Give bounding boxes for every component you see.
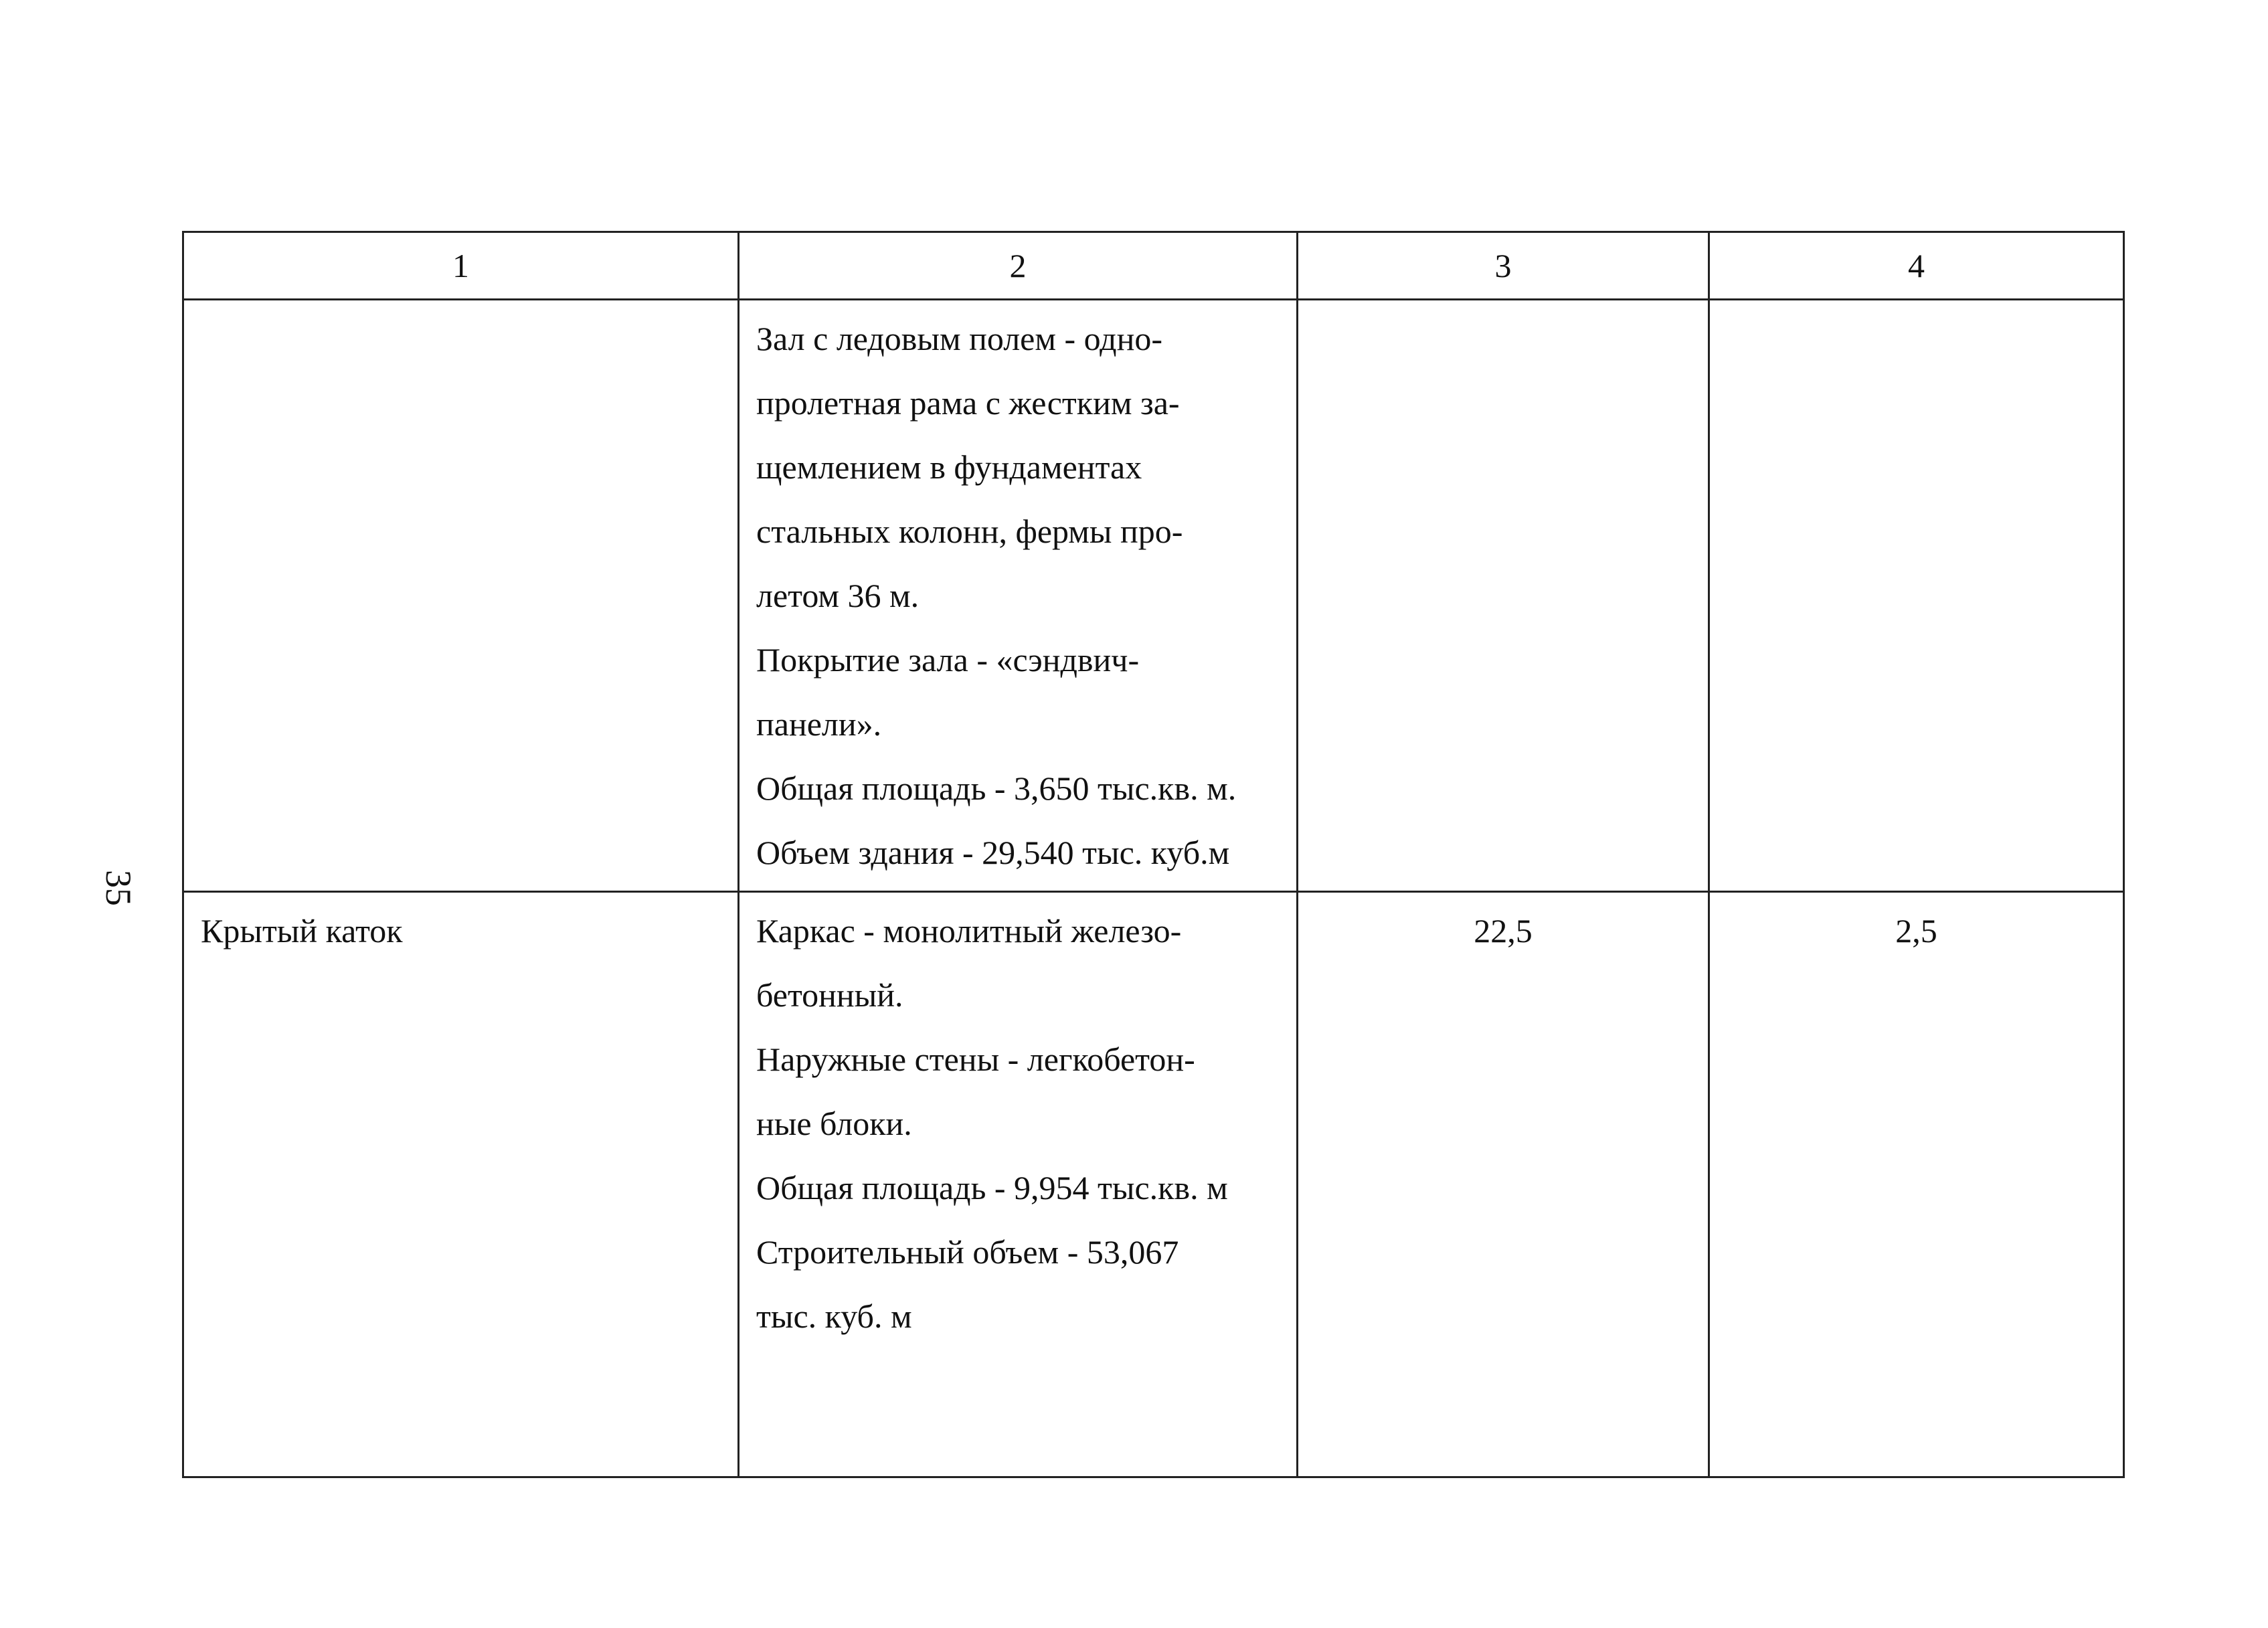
page-number: 35 [98, 870, 139, 906]
header-cell-2: 2 [739, 232, 1298, 300]
row1-col2 [739, 300, 1298, 892]
row2-value-3: 22,5 [1474, 912, 1533, 949]
row2-line: Общая площадь - 9,954 тыс.кв. м [756, 1169, 1228, 1206]
data-table [182, 231, 2125, 1478]
row1-line: Зал с ледовым полем - одно- [756, 320, 1163, 357]
header-cell-4: 4 [1709, 232, 2124, 300]
row2-line: Наружные стены - легкобетон- [756, 1041, 1195, 1078]
row2-col2 [739, 892, 1298, 1477]
row1-line: летом 36 м. [756, 577, 920, 614]
row1-col1 [183, 300, 739, 892]
row2-line: бетонный. [756, 976, 903, 1014]
header-row [183, 232, 2124, 300]
row1-line: пролетная рама с жестким за- [756, 384, 1180, 422]
row1-line: Общая площадь - 3,650 тыс.кв. м. [756, 770, 1237, 807]
row1-line: щемлением в фундаментах [756, 448, 1142, 486]
row2-line: Каркас - монолитный железо- [756, 912, 1182, 949]
row2-line: ные блоки. [756, 1105, 912, 1142]
row2-title: Крытый каток [201, 912, 403, 949]
row1-line: стальных колонн, фермы про- [756, 513, 1183, 550]
table-row [183, 892, 2124, 1477]
row1-line: Объем здания - 29,540 тыс. куб.м [756, 834, 1230, 871]
row1-line: Покрытие зала - «сэндвич- [756, 641, 1140, 679]
row2-line: Строительный объем - 53,067 [756, 1233, 1179, 1271]
row1-col4 [1709, 300, 2124, 892]
row1-col3 [1298, 300, 1709, 892]
row2-col1 [183, 892, 739, 1477]
header-cell-1: 1 [183, 232, 739, 300]
table-row [183, 300, 2124, 892]
row2-col3 [1298, 892, 1709, 1477]
row2-value-4: 2,5 [1895, 912, 1937, 949]
header-cell-3: 3 [1298, 232, 1709, 300]
row1-line: панели». [756, 705, 882, 743]
row2-col4 [1709, 892, 2124, 1477]
row2-line: тыс. куб. м [756, 1297, 912, 1335]
